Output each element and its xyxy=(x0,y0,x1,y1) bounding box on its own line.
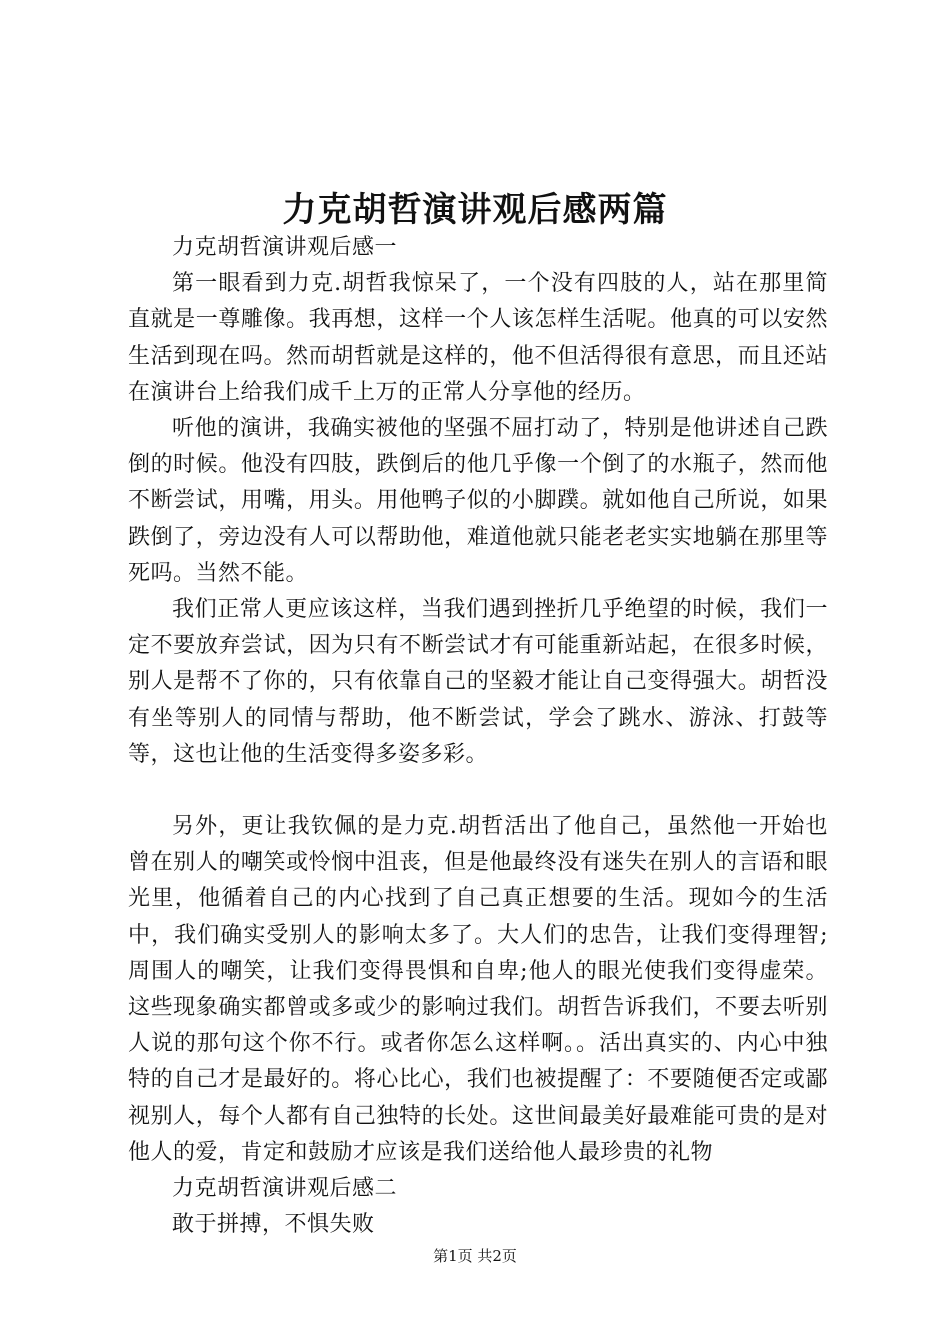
section-heading-1: 力克胡哲演讲观后感一 xyxy=(172,235,398,260)
sub-heading: 敢于拼搏，不惧失败 xyxy=(172,1212,375,1238)
page-footer: 第1页 共2页 xyxy=(433,1247,517,1265)
paragraph: 另外，更让我钦佩的是力克.胡哲活出了他自己，虽然他一开始也曾在别人的嘲笑或怜悯中沮丧，但是他最终没有迷失在别人的言语和眼光里，他循着自己的内心找到了自己真正想要的生活。现如今的生活中，我们确实受别人的影响太多了。大人们的忠告，让我们变得理智;周围人的嘲笑，让我们变得畏惧和自卑;他人的眼光使我们变得虚荣。这些现象确实都曾或多或少的影响过我们。胡哲告诉我们，不要去听别人说的那句这个你不行。或者你怎么这样啊。。活出真实的、内心中独特的自己才是最好的。将心比心，我们也被提醒了：不要随便否定或鄙视别人，每个人都有自己独特的长处。这世间最美好最难能可贵的是对他人的爱，肯定和鼓励才应该是我们送给他人最珍贵的礼物 xyxy=(128,814,828,1165)
paragraph: 我们正常人更应该这样，当我们遇到挫折几乎绝望的时候，我们一定不要放弃尝试，因为只有不断尝试才有可能重新站起，在很多时候，别人是帮不了你的，只有依靠自己的坚毅才能让自己变得强大。胡哲没有坐等别人的同情与帮助，他不断尝试，学会了跳水、游泳、打鼓等等，这也让他的生活变得多姿多彩。 xyxy=(128,597,828,767)
section-heading-2: 力克胡哲演讲观后感二 xyxy=(172,1176,398,1202)
document-body xyxy=(128,230,828,1243)
paragraph: 听他的演讲，我确实被他的坚强不屈打动了，特别是他讲述自己跌倒的时候。他没有四肢，跌倒后的他几乎像一个倒了的水瓶子，然而他不断尝试，用嘴，用头。用他鸭子似的小脚蹼。就如他自己所说，如果跌倒了，旁边没有人可以帮助他，难道他就只能老老实实地躺在那里等死吗。当然不能。 xyxy=(128,416,828,586)
document-title: 力克胡哲演讲观后感两篇 xyxy=(282,190,668,230)
paragraph: 第一眼看到力克.胡哲我惊呆了，一个没有四肢的人，站在那里简直就是一尊雕像。我再想，这样一个人该怎样生活呢。他真的可以安然生活到现在吗。然而胡哲就是这样的，他不但活得很有意思，而且还站在演讲台上给我们成千上万的正常人分享他的经历。 xyxy=(128,271,828,405)
